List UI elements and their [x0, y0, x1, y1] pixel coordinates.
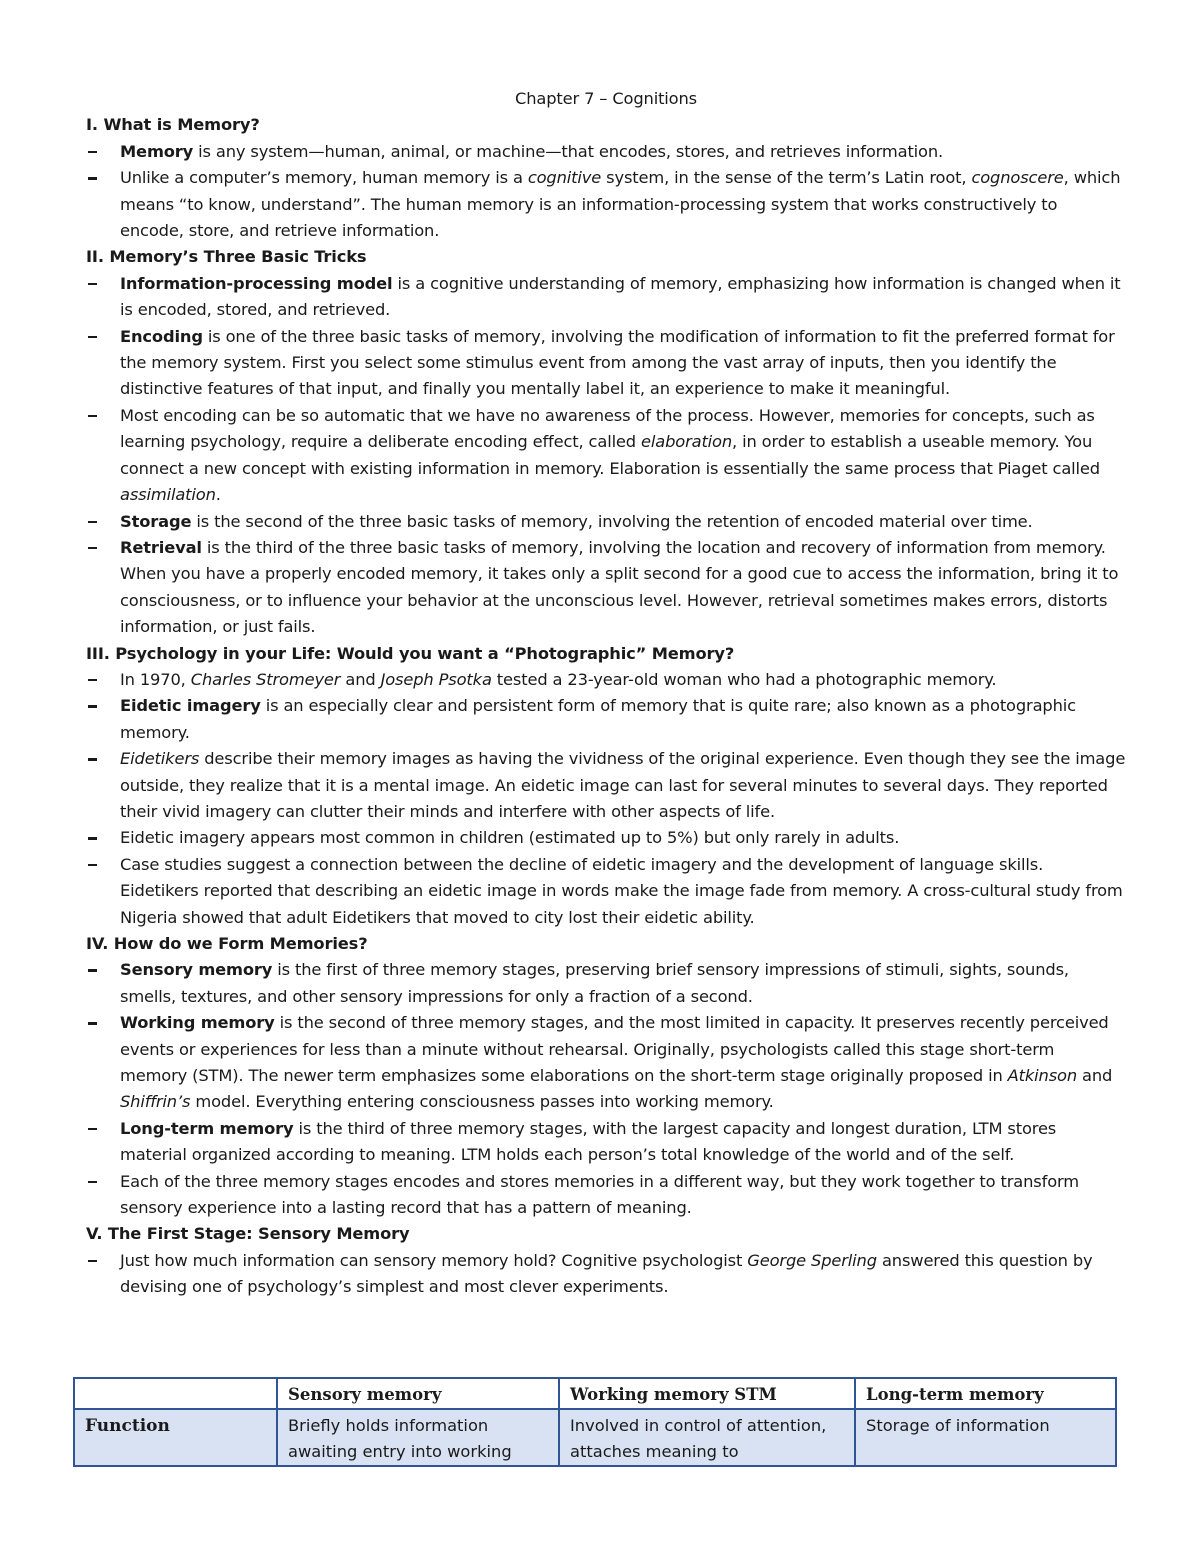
- table-cell: [855, 1409, 1116, 1466]
- list-item: [86, 509, 1126, 535]
- table-header-long-term: Long-term memory: [855, 1378, 1116, 1409]
- list-item: [86, 139, 1126, 165]
- list-item: [86, 746, 1126, 825]
- list-item: [86, 852, 1126, 931]
- section-heading: V. The First Stage: Sensory Memory: [86, 1224, 410, 1244]
- bullet-list: [86, 139, 1126, 245]
- text-run: model. Everything entering consciousness passes into working memory.: [190, 1092, 774, 1112]
- table-header-sensory: Sensory memory: [277, 1378, 559, 1409]
- text-run: and: [1077, 1066, 1113, 1086]
- section-heading: IV. How do we Form Memories?: [86, 934, 368, 953]
- list-item: [86, 667, 1126, 693]
- text-run: Just how much information can sensory memory hold? Cognitive psychologist: [120, 1250, 748, 1270]
- list-item: [86, 535, 1126, 641]
- text-run: system, in the sense of the term’s Latin root,: [601, 168, 972, 188]
- text-italic: Joseph Psotka: [380, 669, 492, 689]
- text-run: Unlike a computer’s memory, human memory is a: [120, 168, 528, 188]
- text-run: and: [340, 669, 381, 689]
- table-cell-text: Briefly holds information awaiting entry into working: [288, 1416, 512, 1461]
- list-item: [86, 825, 1126, 851]
- text-run: is an especially clear and persistent form of memory that is quite rare; also known as a photographic memory.: [120, 696, 1076, 742]
- term-bold: Working memory: [120, 1013, 275, 1033]
- list-item: [86, 324, 1126, 403]
- text-italic: Shiffrin’s: [120, 1092, 191, 1112]
- term-bold: Sensory memory: [120, 960, 273, 980]
- list-item: [86, 1010, 1126, 1116]
- list-item: [86, 1248, 1126, 1301]
- text-run: is any system—human, animal, or machine—that encodes, stores, and retrieves information.: [193, 141, 944, 161]
- text-run: is the third of the three basic tasks of memory, involving the location and recovery of information from memory. When you have a properly encoded memory, it takes only a split second for a good cue to access the information, bring it to consciousness, or to influence your behavior at the unconscious level. However, retrieval sometimes makes errors, distorts information, or just fails.: [120, 537, 1119, 637]
- text-run: Case studies suggest a connection between the decline of eidetic imagery and the development of language skills. Eidetikers reported that describing an eidetic image in words make the image fade from memory. A cross-cultural study from Nigeria showed that adult Eidetikers that moved to city lost their eidetic ability.: [120, 854, 1123, 927]
- text-run: Each of the three memory stages encodes and stores memories in a different way, but they work together to transform sensory experience into a lasting record that has a pattern of meaning.: [120, 1171, 1079, 1218]
- term-bold: Storage: [120, 511, 192, 531]
- list-item: [86, 1169, 1126, 1222]
- table-cell: [559, 1409, 855, 1466]
- document-body: [86, 86, 1126, 1301]
- text-run: Eidetic imagery appears most common in children (estimated up to 5%) but only rarely in adults.: [120, 828, 900, 848]
- term-bold: Retrieval: [120, 537, 202, 557]
- term-bold: Long-term memory: [120, 1118, 294, 1138]
- bullet-list: [86, 667, 1126, 931]
- text-italic: Charles Stromeyer: [190, 669, 341, 689]
- text-run: describe their memory images as having the vividness of the original experience. Even though they see the image outside, they realize that it is a mental image. An eidetic image can last for several minutes to several days. They reported their vivid imagery can clutter their minds and interfere with other aspects of life.: [120, 749, 1126, 821]
- text-run: tested a 23-year-old woman who had a photographic memory.: [491, 669, 997, 689]
- text-italic: George Sperling: [747, 1250, 877, 1270]
- table-cell-text: Involved in control of attention, attaches meaning to: [570, 1416, 827, 1461]
- memory-stages-table: [73, 1377, 1117, 1467]
- text-italic: assimilation: [120, 485, 216, 505]
- text-run: is one of the three basic tasks of memory, involving the modification of information to fit the preferred format for the memory system. First you select some stimulus event from among the vast array of inputs, then you identify the distinctive features of that input, and finally you mentally label it, an experience to make it meaningful.: [120, 326, 1115, 399]
- text-run: , in order to establish a useable memory. You connect a new concept with existing information in memory. Elaboration is essentially the same process that Piaget called: [120, 432, 1100, 478]
- table-header-row: [74, 1378, 1116, 1409]
- section-heading: III. Psychology in your Life: Would you want a “Photographic” Memory?: [86, 643, 735, 663]
- text-italic: elaboration: [641, 432, 733, 452]
- table-header-working: Working memory STM: [559, 1378, 855, 1409]
- table-cell-text: Storage of information: [866, 1416, 1050, 1435]
- text-run: , which means “to know, understand”. The human memory is an information-processing system that works constructively to encode, store, and retrieve information.: [120, 168, 1121, 241]
- text-run: is the first of three memory stages, preserving brief sensory impressions of stimuli, sights, sounds, smells, textures, and other sensory impressions for only a fraction of a second.: [120, 960, 1069, 1006]
- text-run: is the third of three memory stages, with the largest capacity and longest duration, LTM stores material organized according to meaning. LTM holds each person’s total knowledge of the world and of the self.: [120, 1118, 1057, 1165]
- text-run: is a cognitive understanding of memory, emphasizing how information is changed when it is encoded, stored, and retrieved.: [120, 273, 1121, 320]
- text-italic: cognitive: [527, 168, 602, 188]
- table-cell: [277, 1409, 559, 1466]
- list-item: [86, 1116, 1126, 1169]
- text-run: is the second of three memory stages, and the most limited in capacity. It preserves recently perceived events or experiences for less than a minute without rehearsal. Originally, psychologists called this stage short-term memory (STM). The newer term emphasizes some elaborations on the short-term stage originally proposed in: [120, 1013, 1109, 1086]
- text-run: Most encoding can be so automatic that we have no awareness of the process. However, memories for concepts, such as learning psychology, require a deliberate encoding effect, called: [120, 405, 1095, 452]
- term-bold: Eidetic imagery: [120, 696, 261, 716]
- table-header-corner: [74, 1378, 277, 1409]
- list-item: [86, 165, 1126, 244]
- term-bold: Encoding: [120, 326, 203, 346]
- text-italic: cognoscere: [971, 168, 1064, 188]
- list-item: [86, 693, 1126, 746]
- bullet-list: [86, 271, 1126, 641]
- section-heading: I. What is Memory?: [86, 115, 260, 135]
- text-italic: Eidetikers: [120, 749, 200, 769]
- term-bold: Information-processing model: [120, 273, 393, 293]
- section-heading: II. Memory’s Three Basic Tricks: [86, 247, 367, 267]
- text-run: is the second of the three basic tasks of memory, involving the retention of encoded material over time.: [191, 511, 1033, 531]
- text-run: .: [215, 485, 221, 505]
- bullet-list: [86, 957, 1126, 1221]
- list-item: [86, 403, 1126, 509]
- list-item: [86, 957, 1126, 1010]
- table-row-label: Function: [74, 1409, 277, 1466]
- sections: [86, 112, 1126, 1300]
- term-bold: Memory: [120, 141, 194, 161]
- text-italic: Atkinson: [1007, 1066, 1078, 1086]
- text-run: answered this question by devising one of psychology’s simplest and most clever experiments.: [120, 1250, 1093, 1297]
- list-item: [86, 271, 1126, 324]
- table-row: [74, 1409, 1116, 1466]
- text-run: In 1970,: [120, 669, 191, 689]
- bullet-list: [86, 1248, 1126, 1301]
- document-title: Chapter 7 – Cognitions: [515, 89, 697, 108]
